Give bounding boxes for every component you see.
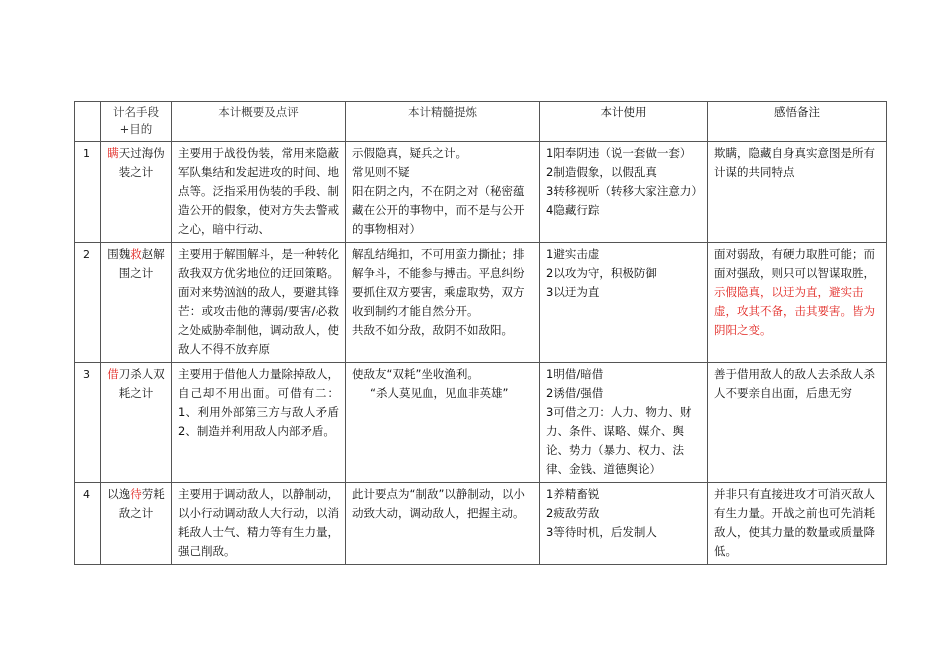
essence-line: 常见则不疑 bbox=[352, 165, 410, 179]
stratagem-name bbox=[101, 363, 172, 483]
notes-cell bbox=[708, 483, 887, 565]
table-row bbox=[75, 142, 887, 243]
essence-line: 此计要点为“制敌”以静制动，以小动致大动，调动敌人，把握主动。 bbox=[352, 487, 525, 520]
name-highlight: 救 bbox=[130, 247, 142, 261]
usage-line: 2诱借/强借 bbox=[546, 386, 604, 400]
header-summary: 本计概要及点评 bbox=[172, 102, 346, 142]
usage-line: 4隐藏行踪 bbox=[546, 203, 600, 217]
notes-cell bbox=[708, 243, 887, 363]
stratagem-name bbox=[101, 243, 172, 363]
header-essence: 本计精髓提炼 bbox=[346, 102, 540, 142]
table-row bbox=[75, 483, 887, 565]
usage-cell bbox=[540, 243, 708, 363]
usage-cell bbox=[540, 142, 708, 243]
usage-line: 1避实击虚 bbox=[546, 247, 600, 261]
name-highlight: 借 bbox=[107, 367, 119, 381]
usage-line: 3以迂为直 bbox=[546, 285, 600, 299]
essence-line: 使敌友“双耗”坐收渔利。 bbox=[352, 367, 479, 381]
usage-line: 2制造假象，以假乱真 bbox=[546, 165, 657, 179]
essence-cell bbox=[346, 142, 540, 243]
summary-cell: 主要用于借他人力量除掉敌人，自己却不用出面。可借有二：1、利用外部第三方与敌人矛盾 2、制造并利用敌人内部矛盾。 bbox=[172, 363, 346, 483]
name-rest: 天过海伪装之计 bbox=[118, 146, 165, 179]
stratagem-name bbox=[101, 483, 172, 565]
notes-text: 并非只有直接进攻才可消灭敌人有生力量。开战之前也可先消耗敌人，使其力量的数量或质量降低。 bbox=[714, 487, 875, 558]
usage-line: 3等待时机，后发制人 bbox=[546, 525, 657, 539]
stratagem-table bbox=[74, 101, 887, 565]
notes-red-text: 示假隐真，以迂为直，避实击虚，攻其不备，击其要害。皆为阴阳之变。 bbox=[714, 285, 875, 337]
usage-line: 2以攻为守，积极防御 bbox=[546, 266, 657, 280]
header-usage: 本计使用 bbox=[540, 102, 708, 142]
essence-line: 解乱结绳扣，不可用蛮力撕扯；排解争斗，不能参与搏击。平息纠纷要抓住双方要害，乘虚取势，双方收到制约才能自然分开。 bbox=[352, 247, 525, 318]
essence-line: 阳在阴之内，不在阴之对（秘密蕴藏在公开的事物中，而不是与公开的事物相对） bbox=[352, 184, 525, 236]
header-row bbox=[75, 102, 887, 142]
essence-cell bbox=[346, 243, 540, 363]
summary-cell: 主要用于战役伪装，常用来隐蔽军队集结和发起进攻的时间、地点等。泛指采用伪装的手段、制造公开的假象，使对方失去警戒之心，暗中行动、 bbox=[172, 142, 346, 243]
usage-line: 3可借之刀：人力、物力、财力、条件、谋略、媒介、舆论、势力（暴力、权力、法律、金钱、道德舆论） bbox=[546, 405, 692, 476]
usage-line: 1养精畜锐 bbox=[546, 487, 600, 501]
usage-line: 2疲敌劳敌 bbox=[546, 506, 600, 520]
name-rest: 刀杀人双耗之计 bbox=[118, 367, 165, 400]
usage-line: 1阳奉阴违（说一套做一套） bbox=[546, 146, 692, 160]
notes-cell bbox=[708, 142, 887, 243]
row-number: 4 bbox=[75, 483, 101, 565]
summary-cell: 主要用于解围解斗，是一种转化敌我双方优劣地位的迂回策略。面对来势汹汹的敌人，要避其锋芒：或攻击他的薄弱/要害/必救之处威胁牵制他，调动敌人，使敌人不得不放弃原 bbox=[172, 243, 346, 363]
header-notes: 感悟备注 bbox=[708, 102, 887, 142]
table-row bbox=[75, 363, 887, 483]
essence-line: 共敌不如分敌，敌阴不如敌阳。 bbox=[352, 323, 513, 337]
notes-text: 欺瞒，隐藏自身真实意图是所有计谋的共同特点 bbox=[714, 146, 875, 179]
row-number: 2 bbox=[75, 243, 101, 363]
notes-cell bbox=[708, 363, 887, 483]
summary-cell: 主要用于调动敌人，以静制动，以小行动调动敌人大行动，以消耗敌人士气、精力等有生力量，强己削敌。 bbox=[172, 483, 346, 565]
usage-cell bbox=[540, 483, 708, 565]
name-rest: 赵解围之计 bbox=[118, 247, 165, 280]
name-pre: 以逸 bbox=[107, 487, 131, 501]
notes-text: 善于借用敌人的敌人去杀敌人杀人不要亲自出面，后患无穷 bbox=[714, 367, 875, 400]
name-rest: 劳耗敌之计 bbox=[118, 487, 165, 520]
name-highlight: 瞒 bbox=[107, 146, 119, 160]
essence-cell bbox=[346, 483, 540, 565]
usage-cell bbox=[540, 363, 708, 483]
header-num bbox=[75, 102, 101, 142]
row-number: 1 bbox=[75, 142, 101, 243]
notes-text: 面对弱敌，有硬力取胜可能；而面对强敌，则只可以智谋取胜， bbox=[714, 247, 875, 280]
header-method: 计名手段+目的 bbox=[101, 102, 172, 142]
name-highlight: 待 bbox=[130, 487, 142, 501]
row-number: 3 bbox=[75, 363, 101, 483]
usage-line: 1明借/暗借 bbox=[546, 367, 604, 381]
essence-line: 示假隐真，疑兵之计。 bbox=[352, 146, 467, 160]
essence-line: “杀人莫见血，见血非英雄” bbox=[370, 386, 509, 400]
table-row bbox=[75, 243, 887, 363]
usage-line: 3转移视听（转移大家注意力） bbox=[546, 184, 703, 198]
name-pre: 围魏 bbox=[107, 247, 131, 261]
essence-cell bbox=[346, 363, 540, 483]
stratagem-name bbox=[101, 142, 172, 243]
